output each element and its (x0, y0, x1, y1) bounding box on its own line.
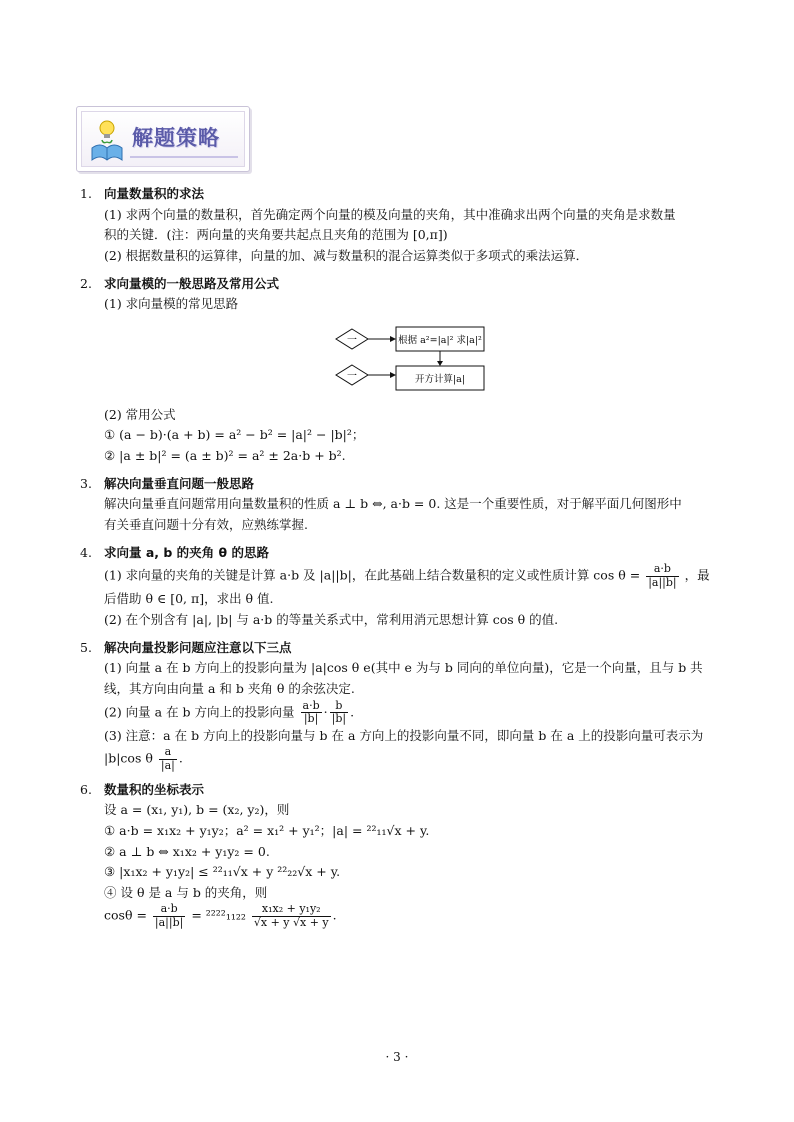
flowchart (80, 319, 730, 399)
text-line: (1) 求两个向量的数量积，首先确定两个向量的模及向量的夹角，其中准确求出两个向量的夹角是求数量 (104, 206, 676, 222)
text-line: (2) 常用公式 (104, 406, 176, 422)
text-line (104, 563, 730, 589)
lightbulb-book-icon (90, 118, 124, 164)
fraction-denominator: |b| (303, 712, 319, 726)
fraction-denominator: √x + y √x + y (253, 916, 329, 930)
text-line: (2) 根据数量积的运算律，向量的加、减与数量积的混合运算类似于多项式的乘法运算． (104, 247, 589, 263)
section-heading (80, 184, 730, 205)
section-5 (80, 638, 730, 773)
fraction-denominator: |b| (331, 712, 347, 726)
section-3 (80, 474, 730, 536)
text-line: (1) 求向量模的常见思路 (104, 296, 239, 312)
section-heading (80, 543, 730, 564)
fraction-numerator: x₁x₂ + y₁y₂ (252, 903, 331, 917)
fraction (159, 746, 177, 772)
section-4 (80, 543, 730, 631)
section-title: 解决向量投影问题应注意以下三点 (104, 639, 292, 655)
banner-title: 解题策略 (132, 126, 220, 150)
section-body (80, 294, 730, 315)
fraction (252, 903, 331, 929)
formula-line: cosθ = $\frac{a\cdot b}{|a||b|}$ = ²²²²₁₁₂₂ $\frac{\text{x₁x₂ + y₁y₂}}{√x + y √x + y}$ . (104, 902, 337, 930)
fraction-numerator: a·b (302, 698, 320, 712)
text-line: (3) 注意：a 在 b 方向上的投影向量与 b 在 a 方向上的投影向量不同，即向量 b 在 a 上的投影向量可表示为 (104, 727, 704, 743)
flow-arrowhead (390, 372, 396, 378)
flow-box-1-label: 根据 a²=|a|² 求|a|² (398, 334, 482, 346)
formula-line: ③ |x₁x₂ + y₁y₂| ≤ ²²₁₁√x + y ²²₂₂√x + y. (104, 864, 341, 880)
text-span: (2) 向量 a 在 b 方向上的投影向量 (104, 704, 295, 720)
page-number: · 3 · (385, 1050, 409, 1064)
fraction (646, 563, 678, 589)
text-line: |b|cos θ $\frac{a}{|a|}$ . (104, 745, 183, 773)
section-body (80, 563, 730, 631)
text-line: (2) 向量 a 在 b 方向上的投影向量 $\frac{a\cdot b}{|b|}$ · $\frac{b}{|b|}$ . (104, 698, 355, 726)
text-line: 线，其方向由向量 a 和 b 夹角 θ 的余弦决定. (104, 680, 355, 696)
text-span: |b|cos θ (104, 751, 153, 767)
fraction (153, 903, 185, 929)
section-title: 数量积的坐标表示 (104, 781, 205, 797)
section-number: 1. (80, 186, 92, 201)
fraction-denominator: |a| (160, 759, 175, 773)
text-line: (1) 向量 a 在 b 方向上的投影向量为 |a|cos θ e(其中 e 为与 b 同向的单位向量)，它是一个向量，且与 b 共 (104, 660, 703, 676)
flow-diamond-1-label: 一 (347, 334, 357, 346)
section-number: 4. (80, 544, 92, 560)
section-body (80, 205, 730, 267)
fraction-numerator: a·b (153, 903, 185, 917)
section-2 (80, 274, 730, 467)
section-title: 求向量 a, b 的夹角 θ 的思路 (104, 544, 269, 560)
text-line: 有关垂直问题十分有效，应熟练掌握. (104, 516, 308, 532)
section-body (80, 405, 730, 467)
section-number: 6. (80, 781, 92, 797)
text-line: 积的关键．(注：两向量的夹角要共起点且夹角的范围为 [0,π]) (104, 227, 448, 243)
formula-line: ① a·b = x₁x₂ + y₁y₂；a² = x₁² + y₁²；|a| = ²²₁₁√x + y. (104, 822, 430, 838)
flowchart-diagram (332, 319, 572, 399)
fraction-denominator: |a||b| (154, 916, 184, 930)
text-line: 后借助 θ ∈ [0, π]，求出 θ 值. (104, 591, 274, 607)
section-title: 求向量模的一般思路及常用公式 (104, 275, 280, 291)
section-heading (80, 780, 730, 801)
section-number: 5. (80, 639, 92, 655)
section-body (80, 658, 730, 772)
section-banner (76, 106, 250, 172)
section-number: 3. (80, 475, 92, 491)
fraction-numerator: b (330, 700, 348, 714)
section-body (80, 800, 730, 929)
section-title: 向量数量积的求法 (104, 186, 205, 201)
section-6 (80, 780, 730, 930)
fraction (330, 700, 348, 726)
text-span: (1) 求向量的夹角的关键是计算 a·b 及 |a||b|，在此基础上结合数量积的定义或性质计算 cos θ = (104, 567, 641, 583)
fraction-denominator: |a||b| (648, 575, 677, 589)
text-line: 设 a = (x₁, y₁), b = (x₂, y₂)，则 (104, 802, 290, 818)
fraction (301, 700, 322, 726)
content (80, 184, 730, 937)
text-line: ④ 设 θ 是 a 与 b 的夹角，则 (104, 884, 268, 900)
section-heading (80, 274, 730, 295)
text-span: cosθ = (104, 908, 147, 924)
formula-line: ① (a − b)·(a + b) = a² − b² = |a|² − |b|²； (104, 427, 365, 443)
flow-diamond-2-label: 一 (347, 370, 357, 382)
section-heading (80, 638, 730, 659)
section-body (80, 494, 730, 535)
flow-arrowhead (437, 361, 443, 366)
section-title: 解决向量垂直问题一般思路 (104, 475, 255, 491)
section-number: 2. (80, 275, 92, 291)
section-1 (80, 184, 730, 267)
fraction-numerator: a (159, 746, 177, 760)
banner-underline (130, 156, 238, 158)
flow-arrowhead (390, 336, 396, 342)
formula-line: ② |a ± b|² = (a ± b)² = a² ± 2a·b + b². (104, 448, 346, 463)
section-heading (80, 474, 730, 495)
text-span: ，最 (684, 567, 710, 583)
formula-line: ② a ⊥ b ⇔ x₁x₂ + y₁y₂ = 0. (104, 843, 270, 859)
text-line: (2) 在个别含有 |a|, |b| 与 a·b 的等量关系式中，常利用消元思想计算 cos θ 的值. (104, 612, 559, 628)
text-span: = ²²²²₁₁₂₂ (191, 908, 246, 924)
text-line: 解决向量垂直问题常用向量数量积的性质 a ⊥ b ⇔, a·b = 0. 这是一个重要性质，对于解平面几何图形中 (104, 496, 682, 512)
banner-inner (81, 111, 245, 167)
fraction-numerator: a·b (646, 563, 678, 577)
flow-box-2-label: 开方计算|a| (414, 373, 466, 385)
